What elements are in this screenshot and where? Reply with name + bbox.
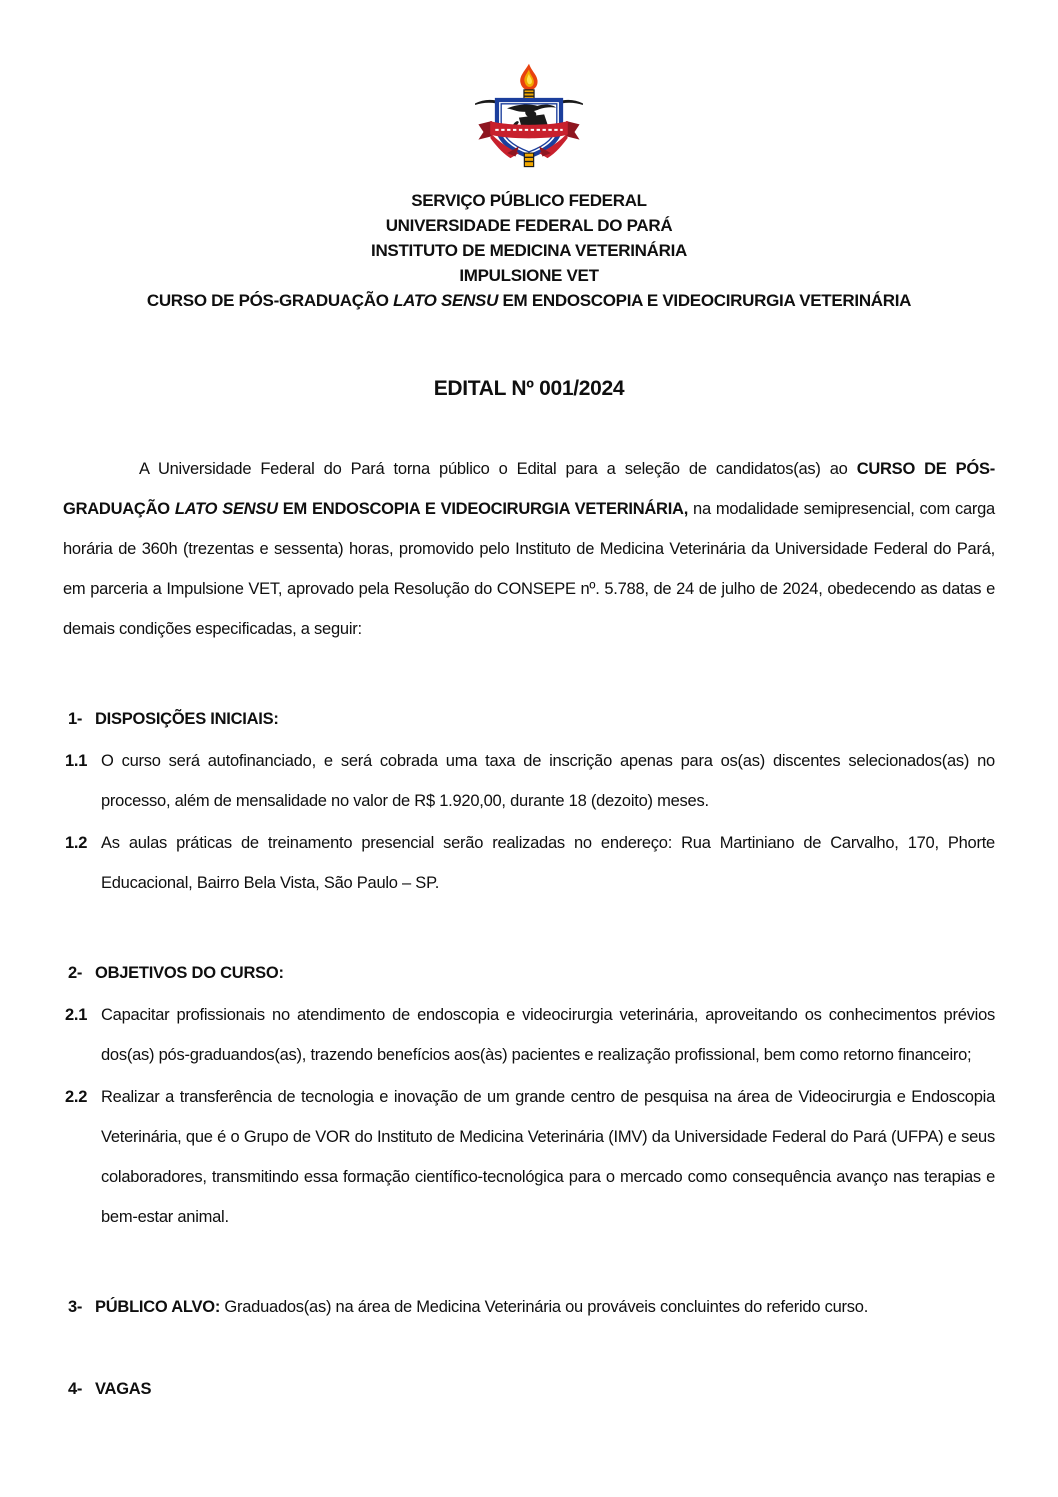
intro-normal-1: A Universidade Federal do Pará torna público o Edital para a seleção de candidatos(as) ao [139, 460, 857, 478]
item-2-1-text: Capacitar profissionais no atendimento de endoscopia e videocirurgia veterinária, aproveitando os conhecimentos prévios dos(as) pós-graduandos(as), trazendo benefícios aos(às) pacientes e realização profissional, bem como retorno financeiro; [101, 1006, 995, 1064]
section-2-heading [63, 953, 995, 993]
section-3-heading [63, 1287, 995, 1327]
header-line-universidade: UNIVERSIDADE FEDERAL DO PARÁ [385, 216, 673, 235]
item-2-2 [63, 1077, 995, 1237]
header-curso-pre: CURSO DE PÓS-GRADUAÇÃO [146, 291, 394, 310]
item-1-1-text: O curso será autofinanciado, e será cobrada uma taxa de inscrição apenas para os(as) discentes selecionados(as) no processo, além de mensalidade no valor de R$ 1.920,00, durante 18 (dezoito) meses. [101, 752, 995, 810]
item-1-2 [63, 823, 995, 903]
section-objetivos-do-curso [63, 953, 995, 1237]
header-curso-post: EM ENDOSCOPIA E VIDEOCIRURGIA VETERINÁRIA [498, 291, 912, 310]
edital-title: EDITAL Nº 001/2024 [433, 377, 625, 400]
header-line-servico: SERVIÇO PÚBLICO FEDERAL [411, 191, 647, 210]
section-4-heading [63, 1369, 995, 1409]
section-3-body [95, 1287, 995, 1327]
header-curso-latosensu: LATO SENSU [393, 291, 499, 310]
section-4-title: VAGAS [95, 1380, 152, 1398]
item-2-2-number: 2.2 [65, 1088, 88, 1106]
header-line-impulsione: IMPULSIONE VET [459, 266, 599, 285]
section-1-title: DISPOSIÇÕES INICIAIS: [95, 710, 279, 728]
item-1-1-number: 1.1 [65, 752, 88, 770]
section-disposicoes-iniciais [63, 699, 995, 903]
item-2-1 [63, 995, 995, 1075]
intro-bold-2: EM ENDOSCOPIA E VIDEOCIRURGIA VETERINÁRIA, [277, 500, 689, 518]
section-1-number: 1- [68, 710, 83, 728]
ufpa-crest-icon [470, 56, 588, 176]
header-line-instituto: INSTITUTO DE MEDICINA VETERINÁRIA [371, 241, 687, 260]
document-header [63, 188, 995, 313]
item-2-1-number: 2.1 [65, 1006, 88, 1024]
section-3-number: 3- [68, 1298, 83, 1316]
section-1-heading [63, 699, 995, 739]
section-2-title: OBJETIVOS DO CURSO: [95, 964, 284, 982]
intro-bold-1: CURSO DE PÓS-GRADUAÇÃO [63, 460, 995, 518]
section-3-title: PÚBLICO ALVO: [95, 1298, 221, 1316]
header-line-curso [63, 288, 995, 313]
intro-paragraph [63, 449, 995, 649]
item-1-2-text: As aulas práticas de treinamento presencial serão realizadas no endereço: Rua Martiniano de Carvalho, 170, Phorte Educacional, Bairro Bela Vista, São Paulo – SP. [101, 834, 995, 892]
intro-bold-italic: LATO SENSU [174, 500, 278, 518]
section-3-text: Graduados(as) na área de Medicina Veterinária ou prováveis concluintes do referido curso. [220, 1298, 869, 1316]
item-1-2-number: 1.2 [65, 834, 88, 852]
section-4-number: 4- [68, 1380, 83, 1398]
logo-container [63, 56, 995, 176]
section-vagas [63, 1369, 995, 1409]
section-publico-alvo [63, 1287, 995, 1327]
section-2-number: 2- [68, 964, 83, 982]
intro-normal-2: na modalidade semipresencial, com carga horária de 360h (trezentas e sessenta) horas, promovido pelo Instituto de Medicina Veterinária da Universidade Federal do Pará, em parceria a Impulsione VET, aprovado pela Resolução do CONSEPE nº. 5.788, de 24 de julho de 2024, obedecendo as datas e demais condições especificadas, a seguir: [63, 500, 995, 638]
item-1-1 [63, 741, 995, 821]
item-2-2-text: Realizar a transferência de tecnologia e inovação de um grande centro de pesquisa na área de Videocirurgia e Endoscopia Veterinária, que é o Grupo de VOR do Instituto de Medicina Veterinária (IMV) da Universidade Federal do Pará (UFPA) e seus colaboradores, transmitindo essa formação científico-tecnológica para o mercado como consequência avanço nas terapias e bem-estar animal. [101, 1088, 995, 1226]
